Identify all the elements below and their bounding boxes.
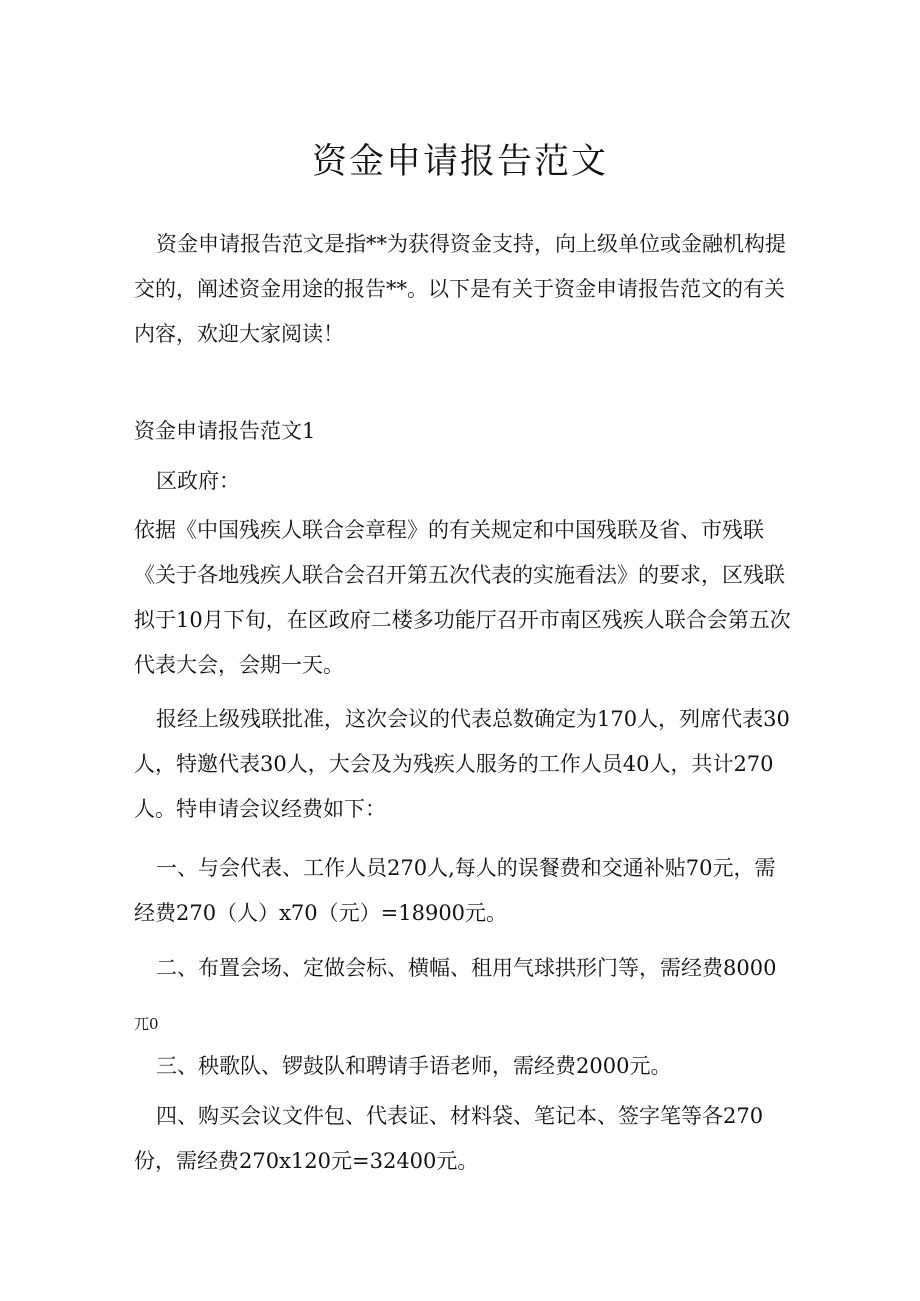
salutation: 区政府： (156, 469, 240, 493)
document-title: 资金申请报告范文 (311, 142, 608, 182)
paragraph-attendance: 报经上级残联批准，这次会议的代表总数确定为170人，列席代表30人，特邀代表30人，大会及为残疾人服务的工作人员40人，共计270人。特申请会议经费如下： (134, 707, 790, 821)
section-heading: 资金申请报告范文1 (134, 419, 316, 443)
intro-paragraph: 资金申请报告范文是指**为获得资金支持，向上级单位或金融机构提交的，阐述资金用途的报告**。以下是有关于资金申请报告范文的有关内容，欢迎大家阅读！ (134, 232, 786, 346)
expense-item-2: 二、布置会场、定做会标、横幅、租用气球拱形门等，需经费8000 (156, 956, 777, 980)
expense-item-1: 一、与会代表、工作人员270人,每人的误餐费和交通补贴70元，需经费270（人）x70（元）=18900元。 (134, 856, 776, 925)
paragraph-meeting-plan: 依据《中国残疾人联合会章程》的有关规定和中国残联及省、市残联《关于各地残疾人联合会召开第五次代表的实施看法》的要求，区残联拟于10月下旬，在区政府二楼多功能厅召开市南区残疾人联合会第五次代表大会，会期一天。 (134, 518, 791, 677)
expense-item-3: 三、秧歌队、锣鼓队和聘请手语老师，需经费2000元。 (156, 1054, 672, 1078)
expense-item-2-tail: 兀0 (134, 1015, 159, 1033)
expense-item-4: 四、购买会议文件包、代表证、材料袋、笔记本、签字笔等各270份，需经费270x120元=32400元。 (134, 1104, 764, 1173)
